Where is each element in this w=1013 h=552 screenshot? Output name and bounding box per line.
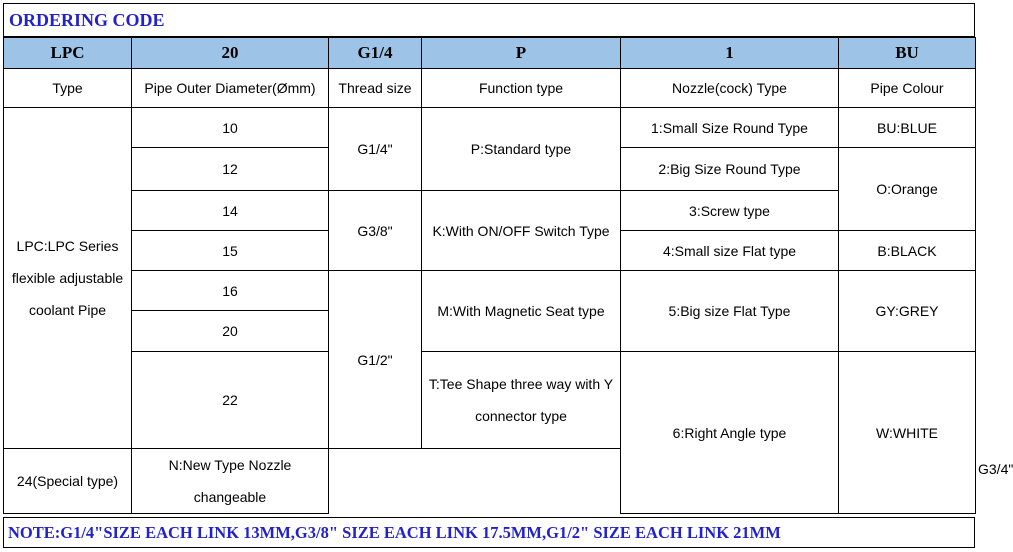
diameter-cell: 10 <box>132 108 329 148</box>
type-line-1: LPC:LPC Series <box>16 238 119 254</box>
ordering-code-table <box>3 37 1013 514</box>
ordering-code-sheet <box>3 3 1013 548</box>
table-row <box>4 108 976 148</box>
diameter-cell: 20 <box>132 311 329 352</box>
label-nozzle: Nozzle(cock) Type <box>621 69 839 108</box>
colour-cell: W:WHITE <box>839 352 976 514</box>
label-function: Function type <box>422 69 621 108</box>
colour-cell: B:BLACK <box>839 231 976 271</box>
function-line: N:New Type Nozzle <box>168 457 292 473</box>
code-thread: G1/4 <box>329 38 422 69</box>
label-row <box>4 69 976 108</box>
table-row <box>4 271 976 311</box>
nozzle-cell: 3:Screw type <box>621 191 839 231</box>
nozzle-cell: 1:Small Size Round Type <box>621 108 839 148</box>
table-row <box>4 352 976 425</box>
page-title: ORDERING CODE <box>3 3 975 37</box>
code-header-row <box>4 38 976 69</box>
diameter-cell: 12 <box>132 148 329 191</box>
code-type: LPC <box>4 38 132 69</box>
code-function: P <box>422 38 621 69</box>
code-nozzle: 1 <box>621 38 839 69</box>
table-row <box>4 191 976 231</box>
function-line: connector type <box>475 408 567 424</box>
code-diameter: 20 <box>132 38 329 69</box>
colour-cell: O:Orange <box>839 148 976 231</box>
function-cell <box>132 449 329 514</box>
size-note: NOTE:G1/4"SIZE EACH LINK 13MM,G3/8" SIZE EACH LINK 17.5MM,G1/2" SIZE EACH LINK 21MM <box>3 517 975 548</box>
function-cell: M:With Magnetic Seat type <box>422 271 621 352</box>
label-thread: Thread size <box>329 69 422 108</box>
diameter-cell: 15 <box>132 231 329 271</box>
label-colour: Pipe Colour <box>839 69 976 108</box>
colour-cell: BU:BLUE <box>839 108 976 148</box>
code-colour: BU <box>839 38 976 69</box>
nozzle-cell: 2:Big Size Round Type <box>621 148 839 191</box>
thread-cell: G3/8" <box>329 191 422 271</box>
function-cell: P:Standard type <box>422 108 621 191</box>
function-line: changeable <box>193 489 267 505</box>
function-cell <box>422 352 621 449</box>
diameter-cell: 24(Special type) <box>4 449 132 514</box>
function-cell: K:With ON/OFF Switch Type <box>422 191 621 271</box>
type-line-3: coolant Pipe <box>28 302 107 318</box>
nozzle-cell: 5:Big size Flat Type <box>621 271 839 352</box>
diameter-cell: 16 <box>132 271 329 311</box>
thread-cell: G1/2" <box>329 271 422 449</box>
table-row: G3/4" <box>978 461 1013 477</box>
type-cell <box>4 108 132 449</box>
diameter-cell: 14 <box>132 191 329 231</box>
thread-cell: G1/4" <box>329 108 422 191</box>
label-type: Type <box>4 69 132 108</box>
type-line-2: flexible adjustable <box>11 270 124 286</box>
label-diameter: Pipe Outer Diameter(Ømm) <box>132 69 329 108</box>
function-line: T:Tee Shape three way with Y <box>428 376 614 392</box>
colour-cell: GY:GREY <box>839 271 976 352</box>
nozzle-cell: 6:Right Angle type <box>621 352 839 514</box>
nozzle-cell: 4:Small size Flat type <box>621 231 839 271</box>
diameter-cell: 22 <box>132 352 329 449</box>
